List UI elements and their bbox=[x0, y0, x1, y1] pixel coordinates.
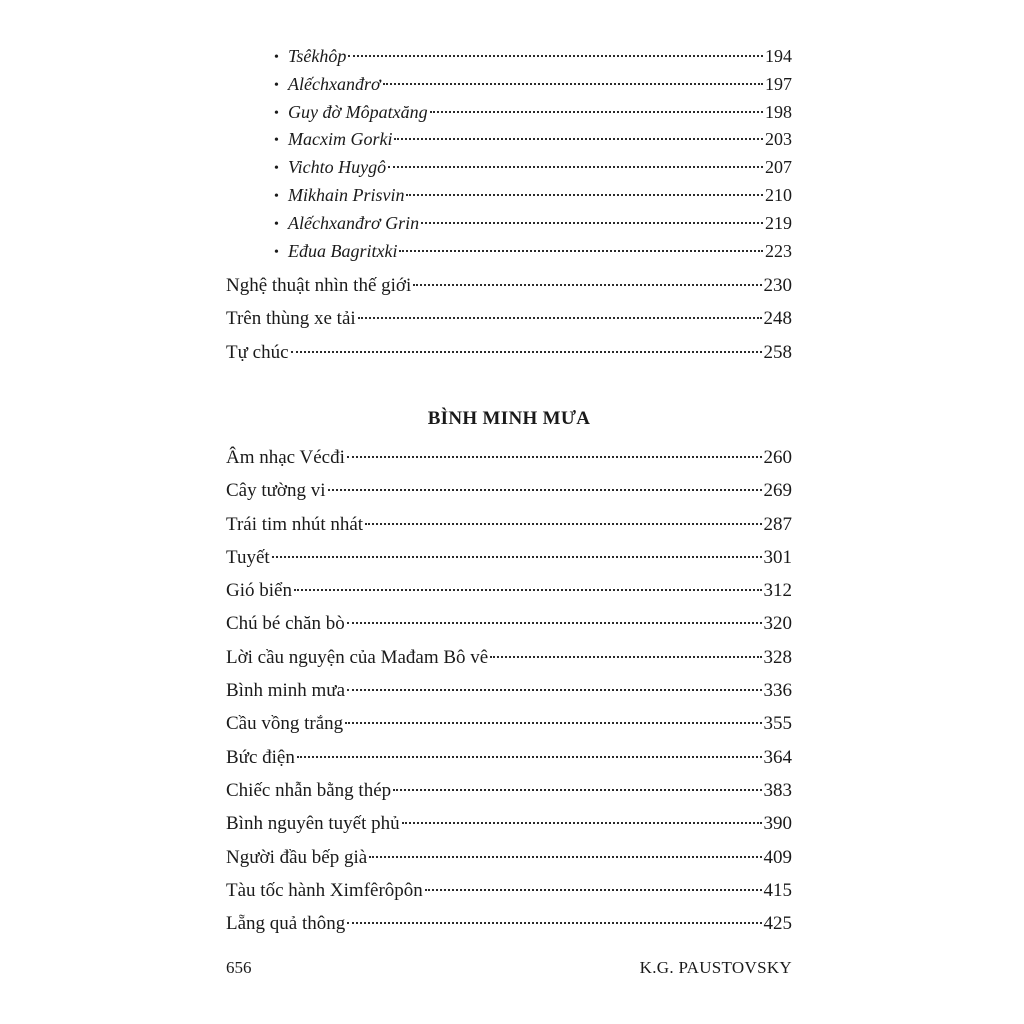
toc-sub-entry bbox=[226, 126, 792, 154]
toc-entry bbox=[226, 302, 792, 335]
entry-title: Cây tường vi bbox=[226, 480, 326, 502]
entry-page: 219 bbox=[765, 212, 792, 233]
entry-page: 223 bbox=[765, 240, 792, 261]
dot-leader bbox=[402, 822, 762, 824]
entry-page: 260 bbox=[763, 447, 792, 468]
entry-page: 415 bbox=[763, 879, 792, 901]
dot-leader bbox=[393, 789, 761, 791]
entry-title: Bình nguyên tuyết phủ bbox=[226, 813, 400, 835]
entry-page: 287 bbox=[763, 513, 792, 535]
dot-leader bbox=[272, 556, 762, 558]
dot-leader bbox=[383, 83, 763, 85]
entry-page: 230 bbox=[763, 275, 792, 296]
toc-entry bbox=[226, 508, 792, 541]
dot-leader bbox=[294, 589, 762, 591]
entry-page: 301 bbox=[763, 546, 792, 568]
toc-entry bbox=[226, 336, 792, 369]
dot-leader bbox=[394, 138, 763, 140]
toc-entry bbox=[226, 441, 792, 474]
entry-title: Mikhain Prisvin bbox=[288, 184, 405, 205]
page-footer bbox=[226, 958, 792, 978]
entry-title: Bức điện bbox=[226, 746, 295, 768]
toc-sub-entry bbox=[226, 154, 792, 182]
entry-title: Trái tim nhút nhát bbox=[226, 513, 364, 535]
entry-page: 336 bbox=[763, 680, 792, 702]
entry-page: 198 bbox=[765, 101, 792, 122]
toc-section-entries bbox=[226, 441, 792, 940]
toc-entry bbox=[226, 841, 792, 874]
entry-page: 203 bbox=[765, 129, 792, 150]
entry-title: Lẵng quả thông bbox=[226, 913, 346, 935]
entry-page: 258 bbox=[763, 341, 792, 363]
dot-leader bbox=[430, 111, 763, 113]
toc-entry bbox=[226, 774, 792, 807]
entry-page: 409 bbox=[763, 846, 792, 868]
toc-entry bbox=[226, 907, 792, 940]
bullet-icon: • bbox=[274, 188, 279, 204]
toc-sub-entry bbox=[226, 71, 792, 99]
dot-leader bbox=[413, 284, 761, 286]
dot-leader bbox=[347, 456, 762, 458]
entry-page: 248 bbox=[763, 308, 792, 330]
bullet-icon: • bbox=[274, 105, 279, 121]
entry-page: 197 bbox=[765, 73, 792, 94]
entry-title: Alếchxanđrơ Grin bbox=[288, 212, 420, 233]
toc-entry bbox=[226, 641, 792, 674]
entry-title: Chú bé chăn bò bbox=[226, 613, 345, 635]
toc-entry bbox=[226, 269, 792, 302]
entry-page: 207 bbox=[765, 157, 792, 178]
entry-title: Guy đờ Môpatxăng bbox=[288, 101, 428, 122]
toc-sub-entries bbox=[226, 43, 792, 265]
entry-page: 355 bbox=[763, 713, 792, 735]
entry-page: 269 bbox=[763, 480, 792, 502]
bullet-icon: • bbox=[274, 244, 279, 260]
entry-title: Âm nhạc Vécđi bbox=[226, 447, 345, 468]
toc-entry bbox=[226, 674, 792, 707]
entry-title: Vichto Huygô bbox=[288, 157, 387, 178]
entry-title: Gió biển bbox=[226, 580, 292, 602]
dot-leader bbox=[399, 250, 763, 252]
toc-sub-entry bbox=[226, 238, 792, 266]
bullet-icon: • bbox=[274, 161, 279, 177]
entry-title: Macxim Gorki bbox=[288, 129, 393, 150]
bullet-icon: • bbox=[274, 133, 279, 149]
entry-title: Nghệ thuật nhìn thế giới bbox=[226, 275, 412, 296]
entry-title: Tuyết bbox=[226, 546, 270, 568]
toc-entry bbox=[226, 707, 792, 740]
entry-title: Trên thùng xe tải bbox=[226, 308, 356, 330]
dot-leader bbox=[347, 922, 761, 924]
toc-entry bbox=[226, 807, 792, 840]
dot-leader bbox=[421, 222, 763, 224]
toc-entry bbox=[226, 874, 792, 907]
entry-page: 210 bbox=[765, 184, 792, 205]
dot-leader bbox=[365, 523, 761, 525]
toc-top-entries bbox=[226, 269, 792, 369]
entry-title: Eđua Bagritxki bbox=[288, 240, 398, 261]
entry-title: Tàu tốc hành Ximfêrôpôn bbox=[226, 879, 423, 901]
section-heading: BÌNH MINH MƯA bbox=[427, 408, 591, 429]
entry-title: Chiếc nhẫn bằng thép bbox=[226, 779, 392, 801]
entry-page: 312 bbox=[763, 580, 792, 602]
toc-entry bbox=[226, 541, 792, 574]
entry-page: 390 bbox=[763, 813, 792, 835]
entry-page: 194 bbox=[765, 46, 792, 66]
toc-entry bbox=[226, 607, 792, 640]
footer-page-number: 656 bbox=[226, 958, 252, 977]
dot-leader bbox=[291, 351, 762, 353]
toc-sub-entry bbox=[226, 99, 792, 127]
dot-leader bbox=[490, 656, 761, 658]
dot-leader bbox=[345, 722, 761, 724]
entry-title: Lời cầu nguyện của Mađam Bô vê bbox=[226, 646, 489, 668]
entry-page: 383 bbox=[763, 779, 792, 801]
entry-title: Người đầu bếp già bbox=[226, 846, 368, 868]
dot-leader bbox=[297, 756, 762, 758]
dot-leader bbox=[358, 317, 762, 319]
entry-page: 364 bbox=[763, 746, 792, 768]
entry-page: 425 bbox=[763, 913, 792, 935]
dot-leader bbox=[328, 489, 762, 491]
dot-leader bbox=[425, 889, 762, 891]
toc-entry bbox=[226, 574, 792, 607]
footer-author: K.G. PAUSTOVSKY bbox=[639, 958, 792, 977]
entry-title: Alếchxanđrơ bbox=[288, 73, 381, 94]
toc-sub-entry bbox=[226, 210, 792, 238]
entry-title: Tự chúc bbox=[226, 341, 289, 363]
toc-entry bbox=[226, 741, 792, 774]
entry-title: Cầu vồng trắng bbox=[226, 713, 344, 735]
entry-title: Tsêkhôp bbox=[288, 46, 347, 66]
dot-leader bbox=[388, 166, 763, 168]
bullet-icon: • bbox=[274, 77, 279, 93]
dot-leader bbox=[369, 856, 761, 858]
entry-title: Bình minh mưa bbox=[226, 680, 346, 702]
entry-page: 320 bbox=[763, 613, 792, 635]
dot-leader bbox=[347, 689, 761, 691]
toc-sub-entry bbox=[226, 182, 792, 210]
entry-page: 328 bbox=[763, 646, 792, 668]
toc-entry bbox=[226, 474, 792, 507]
bullet-icon: • bbox=[274, 50, 279, 65]
toc-sub-entry bbox=[226, 43, 792, 71]
dot-leader bbox=[348, 55, 763, 57]
dot-leader bbox=[347, 622, 762, 624]
dot-leader bbox=[406, 194, 763, 196]
bullet-icon: • bbox=[274, 216, 279, 232]
